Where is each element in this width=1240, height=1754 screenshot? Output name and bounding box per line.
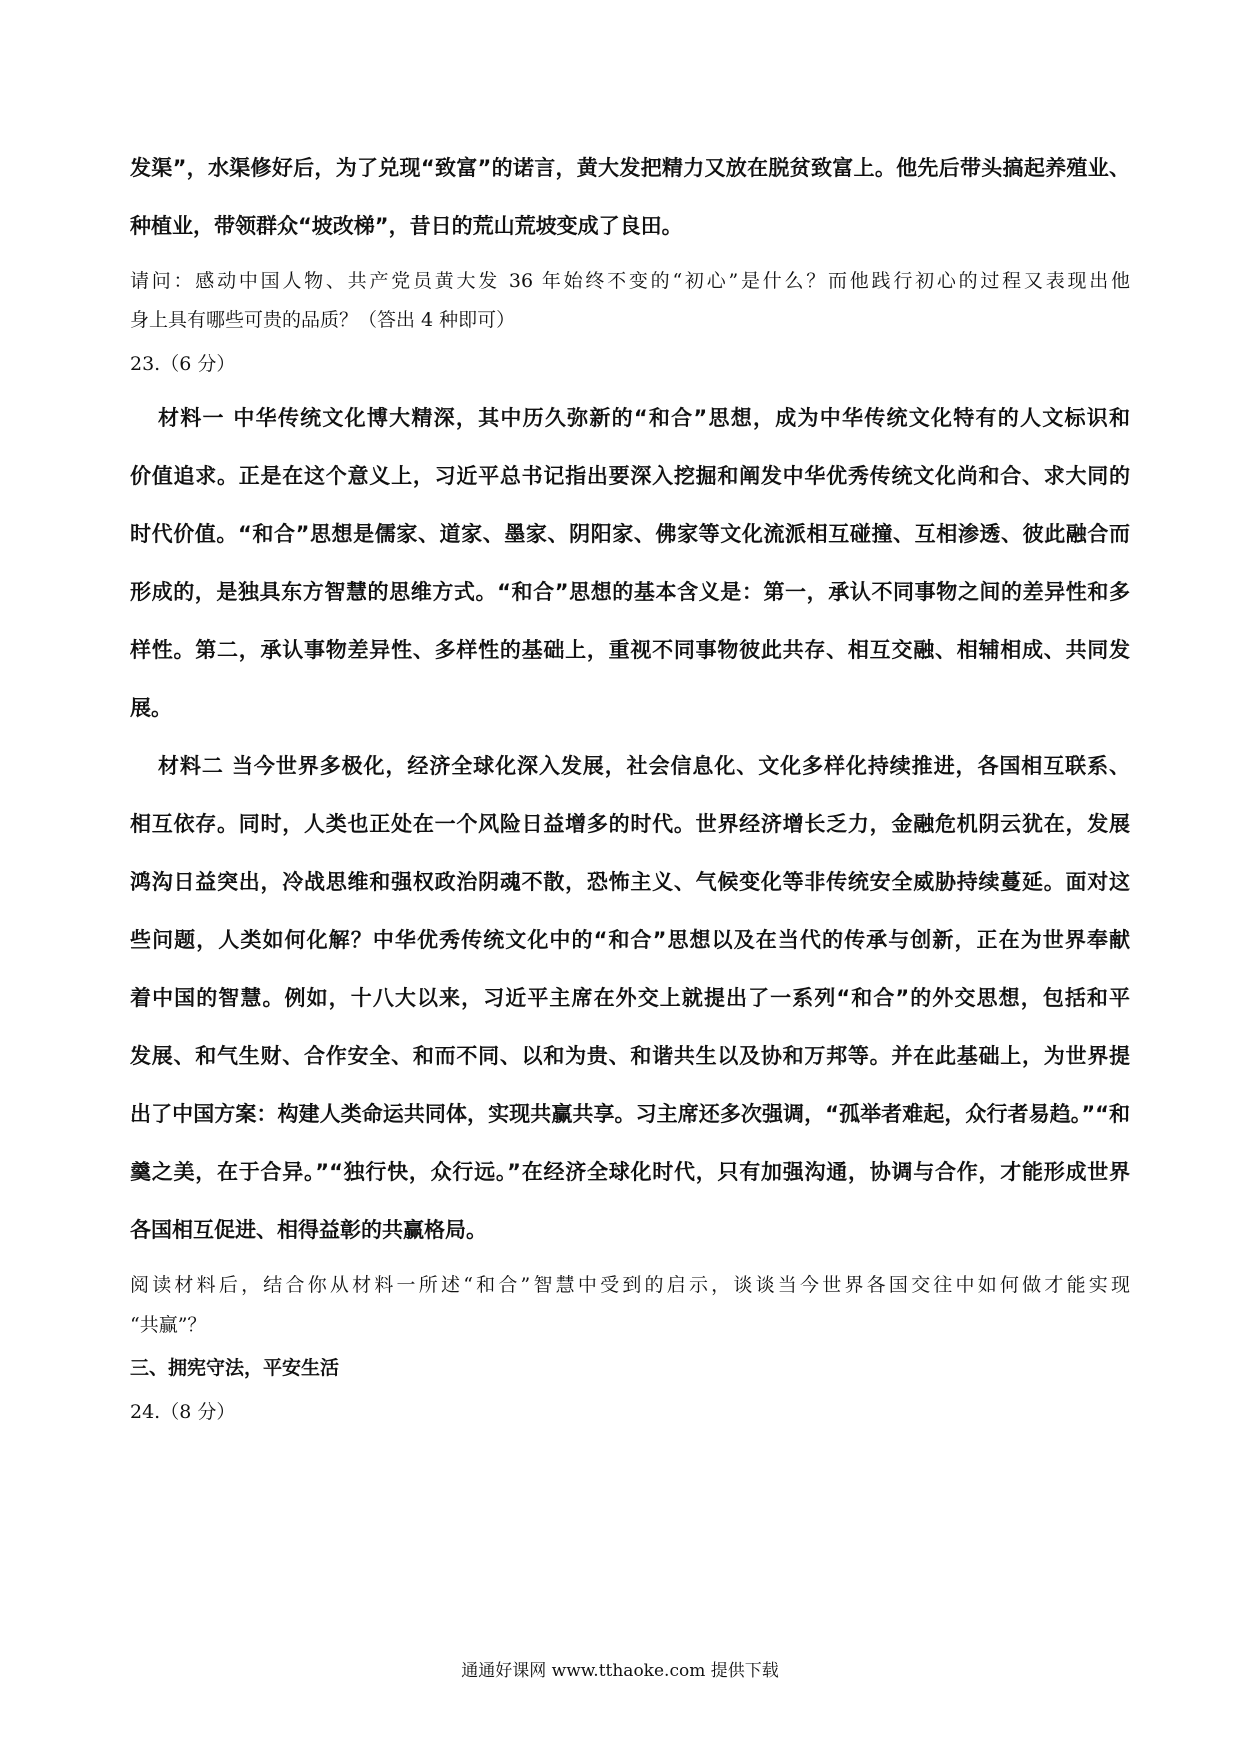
question-23-line-2: “共赢”？ — [130, 1314, 207, 1336]
material-2-line-6: 发展、和气生财、合作安全、和而不同、以和为贵、和谐共生以及协和万邦等。并在此基础上，为世界提 — [130, 1044, 1130, 1068]
question-23-line-1: 阅读材料后，结合你从材料一所述“和合”智慧中受到的启示，谈谈当今世界各国交往中如何做才能实现 — [130, 1274, 1130, 1296]
question-22-line-1: 请问：感动中国人物、共产党员黄大发 36 年始终不变的“初心”是什么？而他践行初心的过程又表现出他 — [130, 270, 1130, 292]
paragraph-continuation-line-1: 发渠”，水渠修好后，为了兑现“致富”的诺言，黄大发把精力又放在脱贫致富上。他先后带头搞起养殖业、 — [130, 156, 1130, 180]
material-1-line-2: 价值追求。正是在这个意义上，习近平总书记指出要深入挖掘和阐发中华优秀传统文化尚和合、求大同的 — [130, 464, 1130, 488]
material-2-line-5: 着中国的智慧。例如，十八大以来，习近平主席在外交上就提出了一系列“和合”的外交思想，包括和平 — [130, 986, 1130, 1010]
material-2-line-8: 羹之美，在于合异。”“独行快，众行远。”在经济全球化时代，只有加强沟通，协调与合作，才能形成世界 — [130, 1160, 1130, 1184]
section-3-title: 三、拥宪守法，平安生活 — [130, 1357, 340, 1379]
material-2-line-4: 些问题，人类如何化解？中华优秀传统文化中的“和合”思想以及在当代的传承与创新，正在为世界奉献 — [130, 928, 1130, 952]
material-1-line-6: 展。 — [130, 696, 172, 720]
material-1-line-3: 时代价值。“和合”思想是儒家、道家、墨家、阴阳家、佛家等文化流派相互碰撞、互相渗透、彼此融合而 — [130, 522, 1130, 546]
material-1-line-4: 形成的，是独具东方智慧的思维方式。“和合”思想的基本含义是：第一，承认不同事物之间的差异性和多 — [130, 580, 1130, 604]
material-2-line-7: 出了中国方案：构建人类命运共同体，实现共赢共享。习主席还多次强调，“孤举者难起，众行者易趋。”“和 — [130, 1102, 1130, 1126]
material-2-line-9: 各国相互促进、相得益彰的共赢格局。 — [130, 1218, 487, 1242]
page-footer: 通通好课网 www.tthaoke.com 提供下载 — [461, 1661, 779, 1681]
material-1-line-5: 样性。第二，承认事物差异性、多样性的基础上，重视不同事物彼此共存、相互交融、相辅相成、共同发 — [130, 638, 1130, 662]
paragraph-continuation-line-2: 种植业，带领群众“坡改梯”，昔日的荒山荒坡变成了良田。 — [130, 214, 683, 238]
material-2-line-1: 材料二 当今世界多极化，经济全球化深入发展，社会信息化、文化多样化持续推进，各国相互联系、 — [158, 754, 1130, 778]
material-2-line-3: 鸿沟日益突出，冷战思维和强权政治阴魂不散，恐怖主义、气候变化等非传统安全威胁持续蔓延。面对这 — [130, 870, 1130, 894]
question-23-header: 23.（6 分） — [130, 353, 236, 375]
material-1-line-1: 材料一 中华传统文化博大精深，其中历久弥新的“和合”思想，成为中华传统文化特有的人文标识和 — [158, 406, 1130, 430]
question-24-header: 24.（8 分） — [130, 1401, 236, 1423]
question-22-line-2: 身上具有哪些可贵的品质？（答出 4 种即可） — [130, 309, 516, 331]
material-2-line-2: 相互依存。同时，人类也正处在一个风险日益增多的时代。世界经济增长乏力，金融危机阴云犹在，发展 — [130, 812, 1130, 836]
